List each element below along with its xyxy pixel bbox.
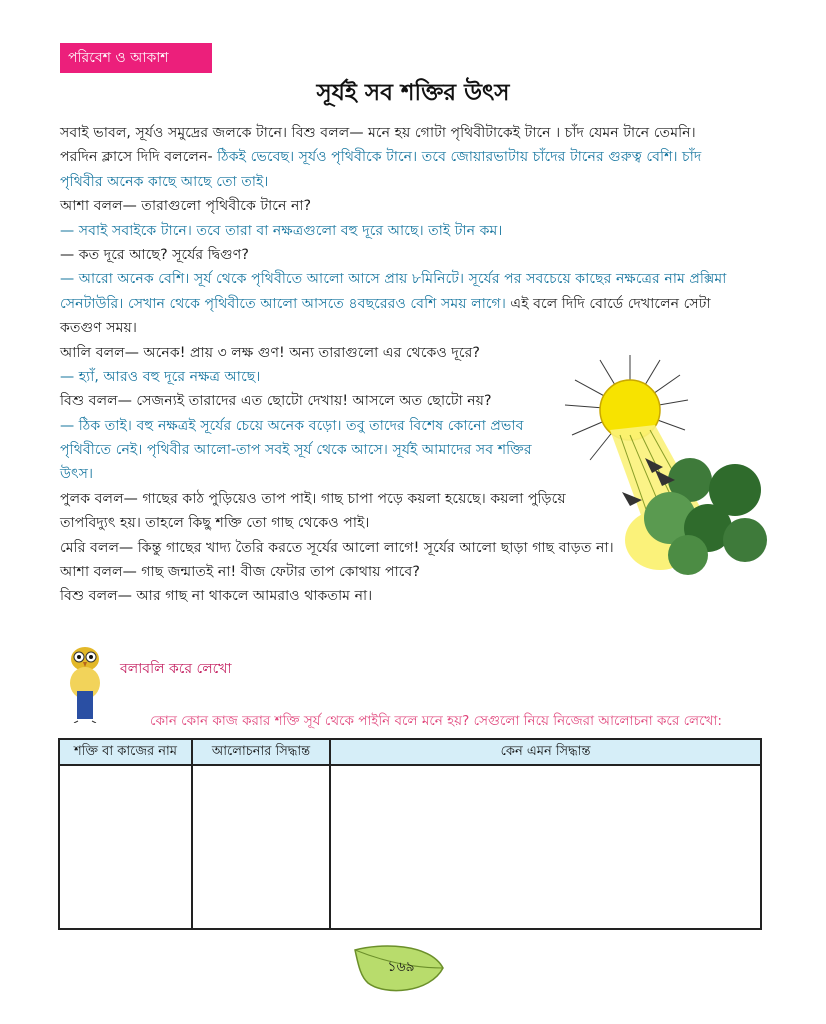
answer-cell[interactable] <box>59 765 192 929</box>
text-line <box>60 219 780 243</box>
line-text: মেরি বলল— কিন্তু গাছের খাদ্য তৈরি করতে সূর্যের আলো লাগে! সূর্যের আলো ছাড়া গাছ বাড়ত না। <box>60 539 614 556</box>
line-text: তাপবিদ্যুৎ হয়। তাহলে কিছু শক্তি তো গাছ থেকেও পাই। <box>60 515 370 532</box>
teacher-speech: পৃথিবীর অনেক কাছে আছে তো তাই। <box>60 173 269 190</box>
teacher-speech: — হ্যাঁ, আরও বহু দূরে নক্ষত্র আছে। <box>60 368 261 385</box>
table-header: শক্তি বা কাজের নাম <box>59 739 192 765</box>
text-line <box>60 462 580 486</box>
teacher-speech: — আরো অনেক বেশি। সূর্য থেকে পৃথিবীতে আলো আসে প্রায় ৮মিনিটে। সূর্যের পর সবচেয়ে কাছের নক্ষত্রের নাম প্রক্সিমা <box>60 271 727 288</box>
table-header: কেন এমন সিদ্ধান্ত <box>330 739 761 765</box>
table-header: আলোচনার সিদ্ধান্ত <box>192 739 330 765</box>
text-line <box>60 438 580 462</box>
text-line <box>60 292 780 316</box>
answer-table <box>58 738 762 930</box>
activity-question: কোন কোন কাজ করার শক্তি সূর্য থেকে পাইনি বলে মনে হয়? সেগুলো নিয়ে নিজেরা আলোচনা করে লেখো: <box>150 713 722 729</box>
text-line <box>60 170 780 194</box>
line-text: এই বলে দিদি বোর্ডে দেখালেন সেটা <box>505 295 711 312</box>
teacher-speech: সেনটাউরি। সেখান থেকে পৃথিবীতে আলো আসতে ৪বছরেরও বেশি সময় লাগে। <box>60 295 506 312</box>
activity-heading: বলাবলি করে লেখো <box>120 661 232 677</box>
line-text: আশা বলল— গাছ জন্মাতই না! বীজ ফেটার তাপ কোথায় পাবে? <box>60 564 420 581</box>
text-line <box>60 243 780 267</box>
text-line <box>60 511 580 535</box>
page-number: ১৬৯ <box>387 959 415 975</box>
teacher-speech: — সবাই সবাইকে টানে। তবে তারা বা নক্ষত্রগুলো বহু দূরে আছে। তাই টান কম। <box>60 222 503 239</box>
text-line <box>60 145 780 169</box>
sun-leaves-illustration <box>560 350 770 580</box>
line-text: পরদিন ক্লাসে দিদি বললেন- <box>60 149 218 166</box>
text-line <box>60 487 580 511</box>
text-line <box>60 194 780 218</box>
teacher-speech: উৎস। <box>60 466 94 483</box>
text-line <box>60 121 780 145</box>
text-line <box>60 267 780 291</box>
line-text: আশা বলল— তারাগুলো পৃথিবীকে টানে না? <box>60 198 312 215</box>
page-title: সূর্যই সব শক্তির উৎস <box>316 79 510 106</box>
teacher-speech: — ঠিক তাই। বহু নক্ষত্রই সূর্যের চেয়ে অনেক বড়ো। তবু তাদের বিশেষ কোনো প্রভাব <box>60 417 524 434</box>
answer-cell[interactable] <box>330 765 761 929</box>
line-text: বিশু বলল— আর গাছ না থাকলে আমরাও থাকতাম না। <box>60 588 373 605</box>
line-text: পুলক বলল— গাছের কাঠ পুড়িয়েও তাপ পাই। গাছ চাপা পড়ে কয়লা হয়েছে। কয়লা পুড়িয়ে <box>60 490 566 507</box>
line-text: — কত দূরে আছে? সূর্যের দ্বিগুণ? <box>60 246 249 263</box>
text-line <box>60 316 780 340</box>
line-text: বিশু বলল— সেজন্যই তারাদের এত ছোটো দেখায়! আসলে অত ছোটো নয়? <box>60 393 492 410</box>
teacher-speech: পৃথিবীতে নেই। পৃথিবীর আলো-তাপ সবই সূর্য থেকে আসে। সূর্যই আমাদের সব শক্তির <box>60 442 532 459</box>
answer-cell[interactable] <box>192 765 330 929</box>
text-line <box>60 584 780 608</box>
text-line <box>60 414 580 438</box>
line-text: সবাই ভাবল, সূর্যও সমুদ্রের জলকে টানে। বিশু বলল— মনে হয় গোটা পৃথিবীটাকেই টানে । চাঁদ যেমন টানে তেমনি। <box>60 125 696 141</box>
section-tag: পরিবেশ ও আকাশ <box>60 43 212 73</box>
line-text: কতগুণ সময়। <box>60 320 137 337</box>
line-text: আলি বলল— অনেক! প্রায় ৩ লক্ষ গুণ! অন্য তারাগুলো এর থেকেও দূরে? <box>60 344 480 361</box>
owl-icon <box>60 643 110 723</box>
teacher-speech: ঠিকই ভেবেছ। সূর্যও পৃথিবীকে টানে। তবে জোয়ারভাটায় চাঁদের টানের গুরুত্ব বেশি। চাঁদ <box>217 149 702 166</box>
